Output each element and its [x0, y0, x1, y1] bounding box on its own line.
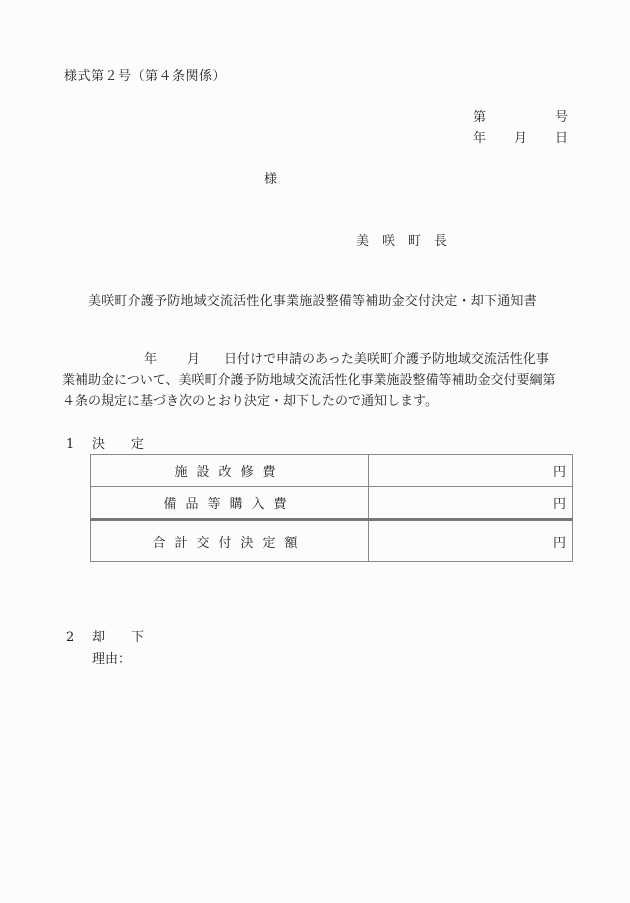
sender-name: 美咲町長	[356, 234, 461, 249]
document-title: 美咲町介護予防地域交流活性化事業施設整備等補助金交付決定・却下通知書	[88, 294, 537, 309]
yen-unit: 円	[552, 497, 566, 512]
section-number: 1	[66, 437, 75, 452]
body-date-month: 月	[187, 352, 201, 367]
table-row	[91, 455, 573, 487]
row-label-equipment-purchase: 備品等購入費	[91, 487, 369, 520]
body-line-3: ４条の規定に基づき次のとおり決定・却下したので通知します。	[62, 394, 438, 409]
decision-amount-table	[90, 454, 573, 562]
rejection-reason-label: 理由：	[92, 652, 132, 667]
table-row-total	[91, 520, 573, 562]
doc-number-prefix: 第	[473, 110, 487, 125]
yen-unit: 円	[552, 465, 566, 480]
date-day-label: 日	[555, 131, 569, 146]
section-number: 2	[66, 630, 75, 645]
row-label-facility-renovation: 施設改修費	[91, 455, 369, 487]
doc-number-suffix: 号	[555, 110, 569, 125]
section-decision-heading	[66, 433, 170, 452]
addressee-honorific: 様	[264, 172, 278, 187]
form-number: 様式第２号（第４条関係）	[64, 69, 227, 84]
amount-cell	[369, 520, 573, 562]
date-year-label: 年	[473, 131, 487, 146]
body-paragraph	[62, 349, 582, 412]
row-label-total-grant: 合計交付決定額	[91, 520, 369, 562]
amount-cell	[369, 455, 573, 487]
amount-cell	[369, 487, 573, 520]
date-month-label: 月	[514, 131, 528, 146]
body-date-year: 年	[144, 352, 158, 367]
body-line-1-text: 日付けで申請のあった美咲町介護予防地域交流活性化事	[224, 352, 549, 367]
section-label: 却下	[92, 630, 171, 645]
section-label: 決定	[92, 437, 171, 452]
body-line-1	[62, 349, 582, 370]
yen-unit: 円	[552, 535, 566, 551]
table-row	[91, 487, 573, 520]
body-line-2: 業補助金について、美咲町介護予防地域交流活性化事業施設整備等補助金交付要綱第	[62, 373, 556, 388]
section-rejection-heading	[66, 626, 170, 645]
